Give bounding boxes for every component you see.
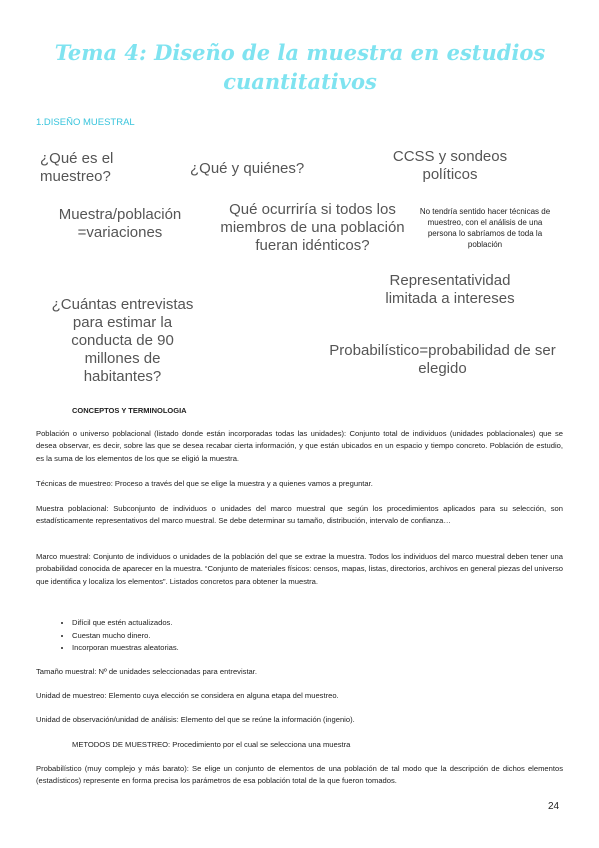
concepts-heading: CONCEPTOS Y TERMINOLOGIA [72, 406, 187, 415]
title-line-1: Tema 4: Diseño de la muestra en estudios [54, 40, 546, 65]
brainstorm-q8: ¿Cuántas entrevistas para estimar la conducta de 90 millones de habitantes? [51, 296, 194, 385]
paragraph-marco: Marco muestral: Conjunto de individuos o unidades de la población del que se extrae la muestra. Todos los individuos del marco muestral deben tener una probabilidad conocida de aparecer en la muestra. “Conjunto de materiales físicos: censos, mapas, listas, directorios, archivos en general piezas del universo que identifica y localiza los elementos”. Listados concretos para obtener la muestra. [36, 552, 563, 586]
section-heading: 1.DISEÑO MUESTRAL [36, 117, 135, 128]
brainstorm-q9: Probabilístico=probabilidad de ser elegido [329, 342, 556, 377]
paragraph-unidad-observacion: Unidad de observación/unidad de análisis: Elemento del que se reúne la información (ingenio). [36, 715, 355, 724]
paragraph-poblacion: Población o universo poblacional (listado donde están incorporadas todas las unidades): Conjunto total de individuos (unidades poblacionales) que se desea observar, es decir, sobre las que se desea recabar cierta información, y que están ubicados en un espacio y tiempo concreto. Población de estudio, es la suma de los elementos de los que se eligió la muestra. [36, 429, 563, 463]
paragraph-probabilistico: Probabilístico (muy complejo y más barato): Se elige un conjunto de elementos de una población de tal modo que la descripción de dichos elementos (estadísticos) represente en forma precisa los parámetros de esa población total de la que fueron tomados. [36, 764, 563, 786]
brainstorm-q2: ¿Qué y quiénes? [190, 160, 305, 177]
paragraph-metodos: METODOS DE MUESTREO: Procedimiento por el cual se selecciona una muestra [72, 740, 351, 749]
paragraph-muestra: Muestra poblacional: Subconjunto de individuos o unidades del marco muestral que según los procedimientos aplicados para su selección, son estadísticamente representativos del marco muestral. Se debe determinar su tamaño, distribución, intervalo de confianza… [36, 504, 563, 526]
brainstorm-q6: No tendría sentido hacer técnicas de muestreo, con el análisis de una persona lo sabríamos de toda la población [419, 207, 551, 249]
paragraph-unidad-muestreo: Unidad de muestreo: Elemento cuya elección se considera en alguna etapa del muestreo. [36, 691, 339, 700]
list-item: • Difícil que estén actualizados. [72, 617, 179, 630]
brainstorm-q5: Qué ocurriría si todos los miembros de una población fueran idénticos? [220, 201, 405, 254]
brainstorm-q1: ¿Qué es el muestreo? [40, 150, 114, 185]
paragraph-tecnicas: Técnicas de muestreo: Proceso a través del que se elige la muestra y a quienes vamos a preguntar. [36, 479, 373, 488]
page-number: 24 [548, 801, 560, 812]
paragraph-tamano: Tamaño muestral: Nº de unidades seleccionadas para entrevistar. [36, 667, 258, 676]
list-item: • Incorporan muestras aleatorias. [72, 642, 179, 655]
list-item: • Cuestan mucho dinero. [72, 630, 179, 643]
title-line-2: cuantitativos [223, 69, 377, 94]
document-title [40, 38, 560, 96]
brainstorm-q3: CCSS y sondeos políticos [392, 148, 508, 183]
brainstorm-q4: Muestra/población =variaciones [58, 206, 182, 241]
bullet-list [36, 617, 179, 655]
brainstorm-q7: Representatividad limitada a intereses [385, 272, 515, 307]
